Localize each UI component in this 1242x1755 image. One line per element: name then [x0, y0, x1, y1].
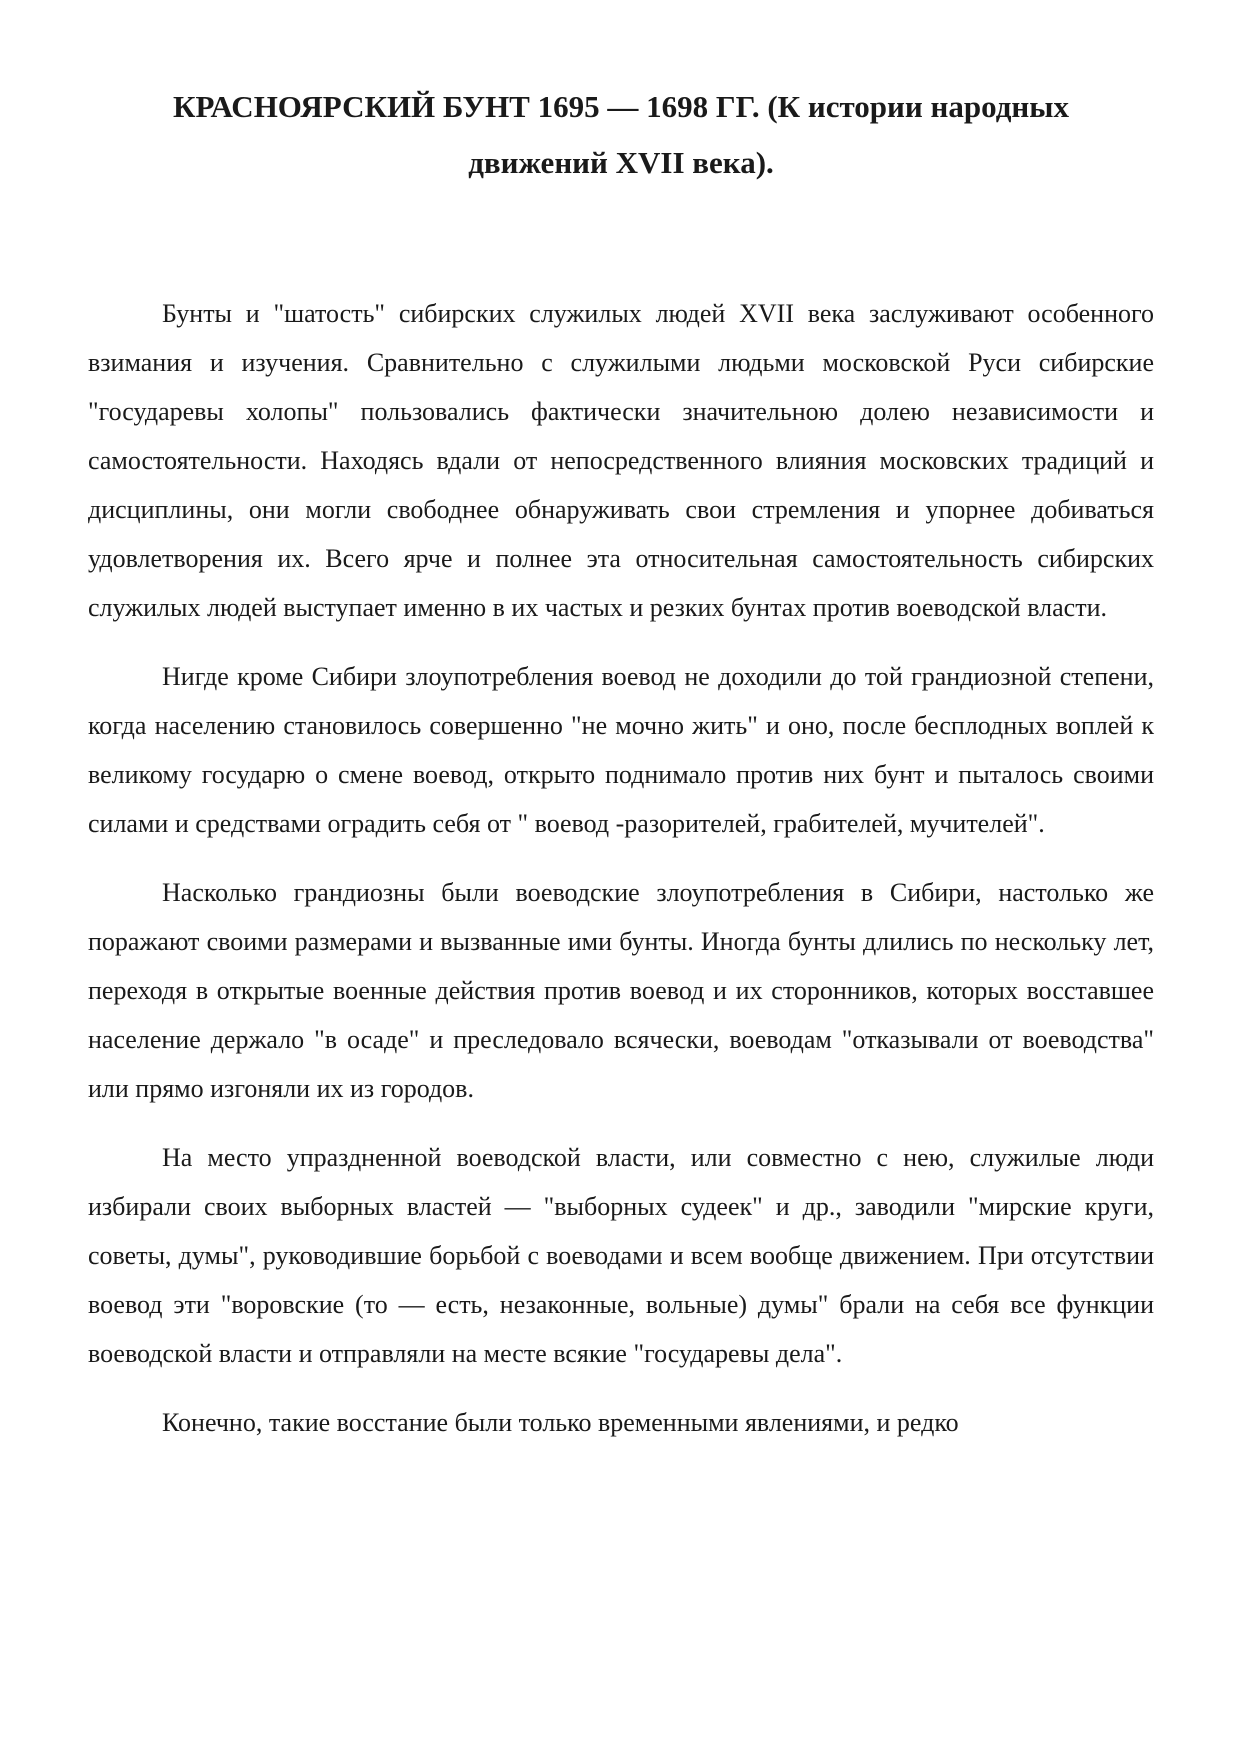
- title-line-2: движений XVII века).: [468, 145, 774, 180]
- title-line-1: КРАСНОЯРСКИЙ БУНТ 1695 — 1698 ГГ. (К истории народных: [173, 89, 1069, 124]
- paragraph-3: Насколько грандиозны были воеводские злоупотребления в Сибири, настолько же поражают своими размерами и вызванные ими бунты. Иногда бунты длились по нескольку лет, переходя в открытые военные действия против воевод и их сторонников, которых восставшее население держало "в осаде" и преследовало всячески, воеводам "отказывали от воеводства" или прямо изгоняли их из городов.: [88, 878, 1154, 1103]
- document-title: [88, 79, 1154, 191]
- document-body: [88, 289, 1154, 1447]
- paragraph-1: Бунты и "шатость" сибирских служилых людей XVII века заслуживают особенного взимания и изучения. Сравнительно с служилыми людьми московской Руси сибирские "государевы холопы" пользовались фактически значительною долею независимости и самостоятельности. Находясь вдали от непосредственного влияния московских традиций и дисциплины, они могли свободнее обнаруживать свои стремления и упорнее добиваться удовлетворения их. Всего ярче и полнее эта относительная самостоятельность сибирских служилых людей выступает именно в их частых и резких бунтах против воеводской власти.: [88, 299, 1154, 622]
- document-page: [88, 0, 1154, 1467]
- paragraph-5: Конечно, такие восстание были только временными явлениями, и редко: [162, 1408, 959, 1437]
- paragraph-4: На место упраздненной воеводской власти, или совместно с нею, служилые люди избирали своих выборных властей — "выборных судеек" и др., заводили "мирские круги, советы, думы", руководившие борьбой с воеводами и всем вообще движением. При отсутствии воевод эти "воровские (то — есть, незаконные, вольные) думы" брали на себя все функции воеводской власти и отправляли на месте всякие "государевы дела".: [88, 1143, 1154, 1368]
- paragraph-2: Нигде кроме Сибири злоупотребления воевод не доходили до той грандиозной степени, когда населению становилось совершенно "не мочно жить" и оно, после бесплодных воплей к великому государю о смене воевод, открыто поднимало против них бунт и пыталось своими силами и средствами оградить себя от " воевод -разорителей, грабителей, мучителей".: [88, 662, 1154, 838]
